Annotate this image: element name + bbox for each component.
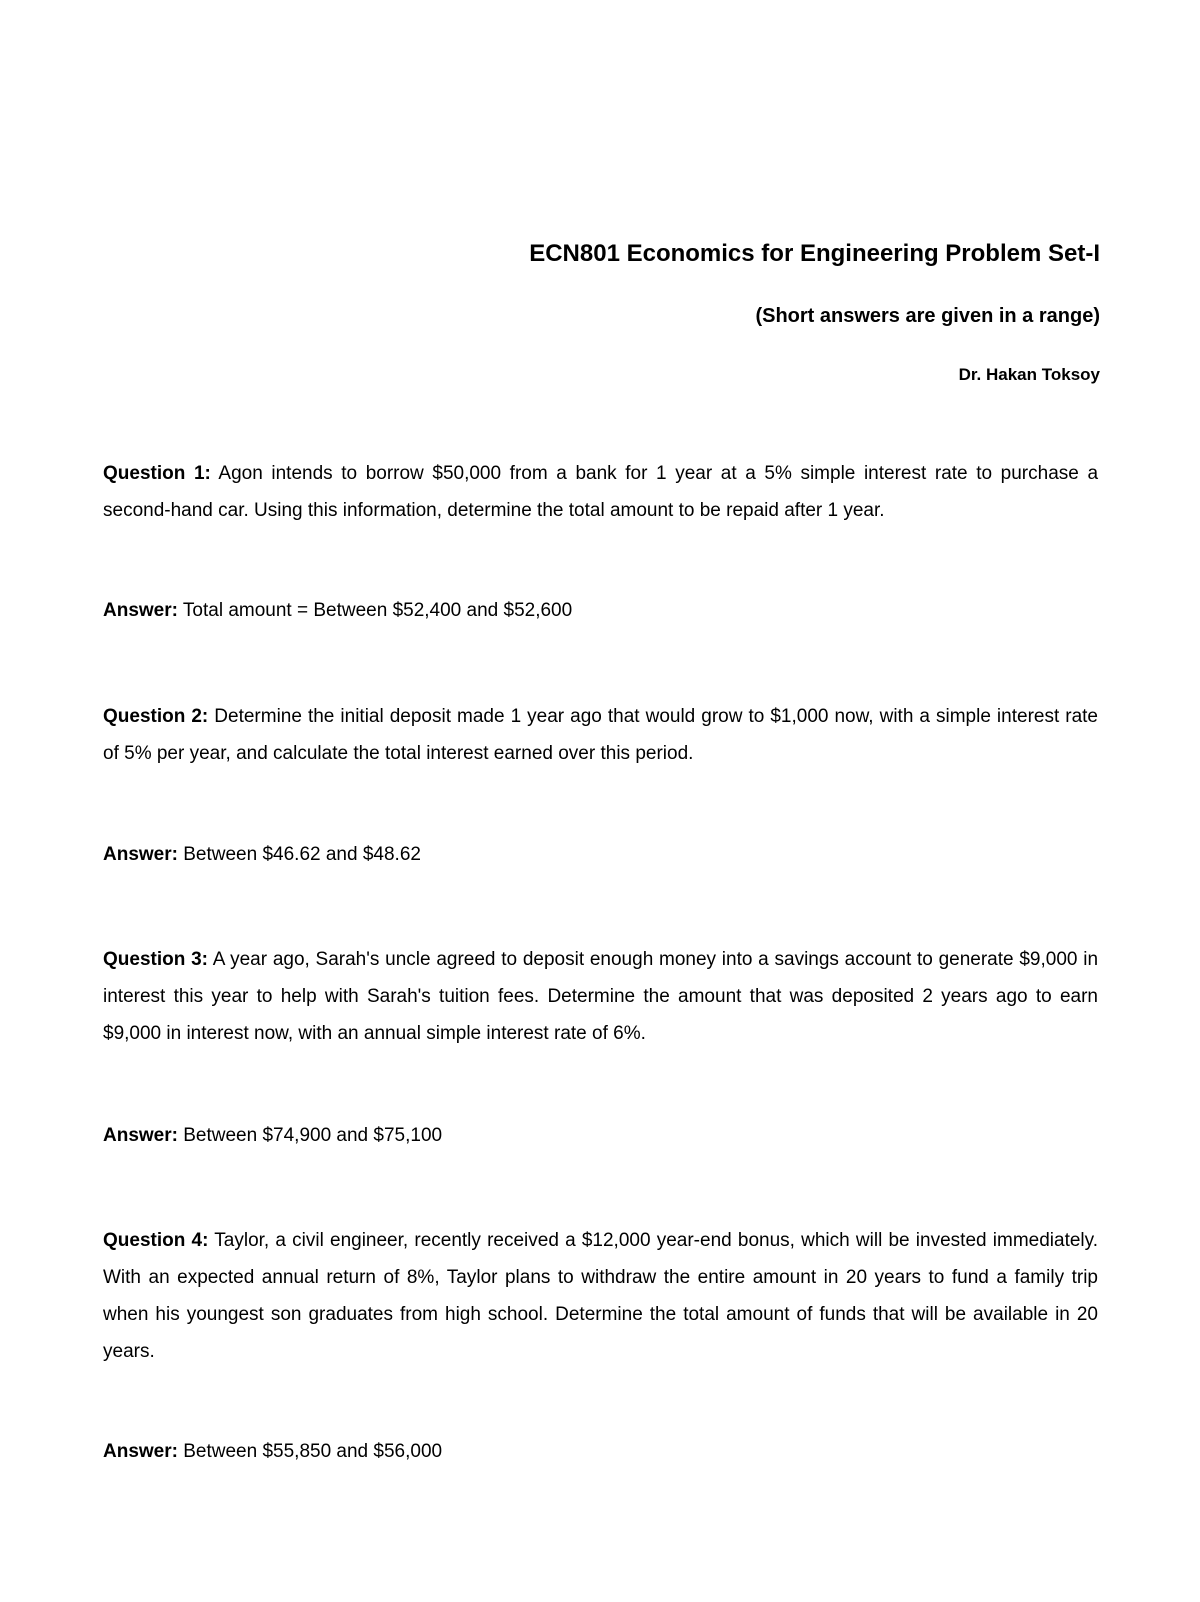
question-label: Question 3: [103,949,208,970]
question-text: Determine the initial deposit made 1 year ago that would grow to $1,000 now, with a simple interest rate of 5% per year, and calculate the total interest earned over this period. [103,706,1099,764]
answer-label: Answer: [103,1441,178,1462]
answer-4 [103,1433,1098,1470]
answer-text: Total amount = Between $52,400 and $52,600 [182,600,573,621]
document-author: Dr. Hakan Toksoy [958,365,1100,384]
question-4 [103,1222,1098,1370]
question-text: Taylor, a civil engineer, recently received a $12,000 year-end bonus, which will be invested immediately. With an expected annual return of 8%, Taylor plans to withdraw the entire amount in 20 years to fund a family trip when his youngest son graduates from high school. Determine the total amount of funds that will be available in 20 years. [103,1230,1098,1362]
answer-label: Answer: [103,844,178,865]
question-2 [103,698,1098,772]
answer-1 [103,592,1098,629]
question-text: Agon intends to borrow $50,000 from a bank for 1 year at a 5% simple interest rate to purchase a second-hand car. Using this information, determine the total amount to be repaid after 1 year. [103,463,1099,521]
question-label: Question 4: [103,1230,209,1251]
answer-2 [103,836,1098,873]
question-label: Question 2: [103,706,209,727]
answer-text: Between $55,850 and $56,000 [183,1441,443,1462]
answer-label: Answer: [103,1125,178,1146]
document-title: ECN801 Economics for Engineering Problem Set-I [529,240,1100,267]
question-label: Question 1: [103,463,211,484]
question-1 [103,455,1098,529]
answer-label: Answer: [103,600,178,621]
question-3 [103,941,1098,1052]
question-text: A year ago, Sarah's uncle agreed to deposit enough money into a savings account to generate $9,000 in interest this year to help with Sarah's tuition fees. Determine the amount that was deposited 2 years ago to earn $9,000 in interest now, with an annual simple interest rate of 6%. [103,949,1099,1044]
document-subtitle: (Short answers are given in a range) [755,305,1100,327]
answer-text: Between $74,900 and $75,100 [183,1125,443,1146]
answer-3 [103,1117,1098,1154]
answer-text: Between $46.62 and $48.62 [183,844,421,865]
